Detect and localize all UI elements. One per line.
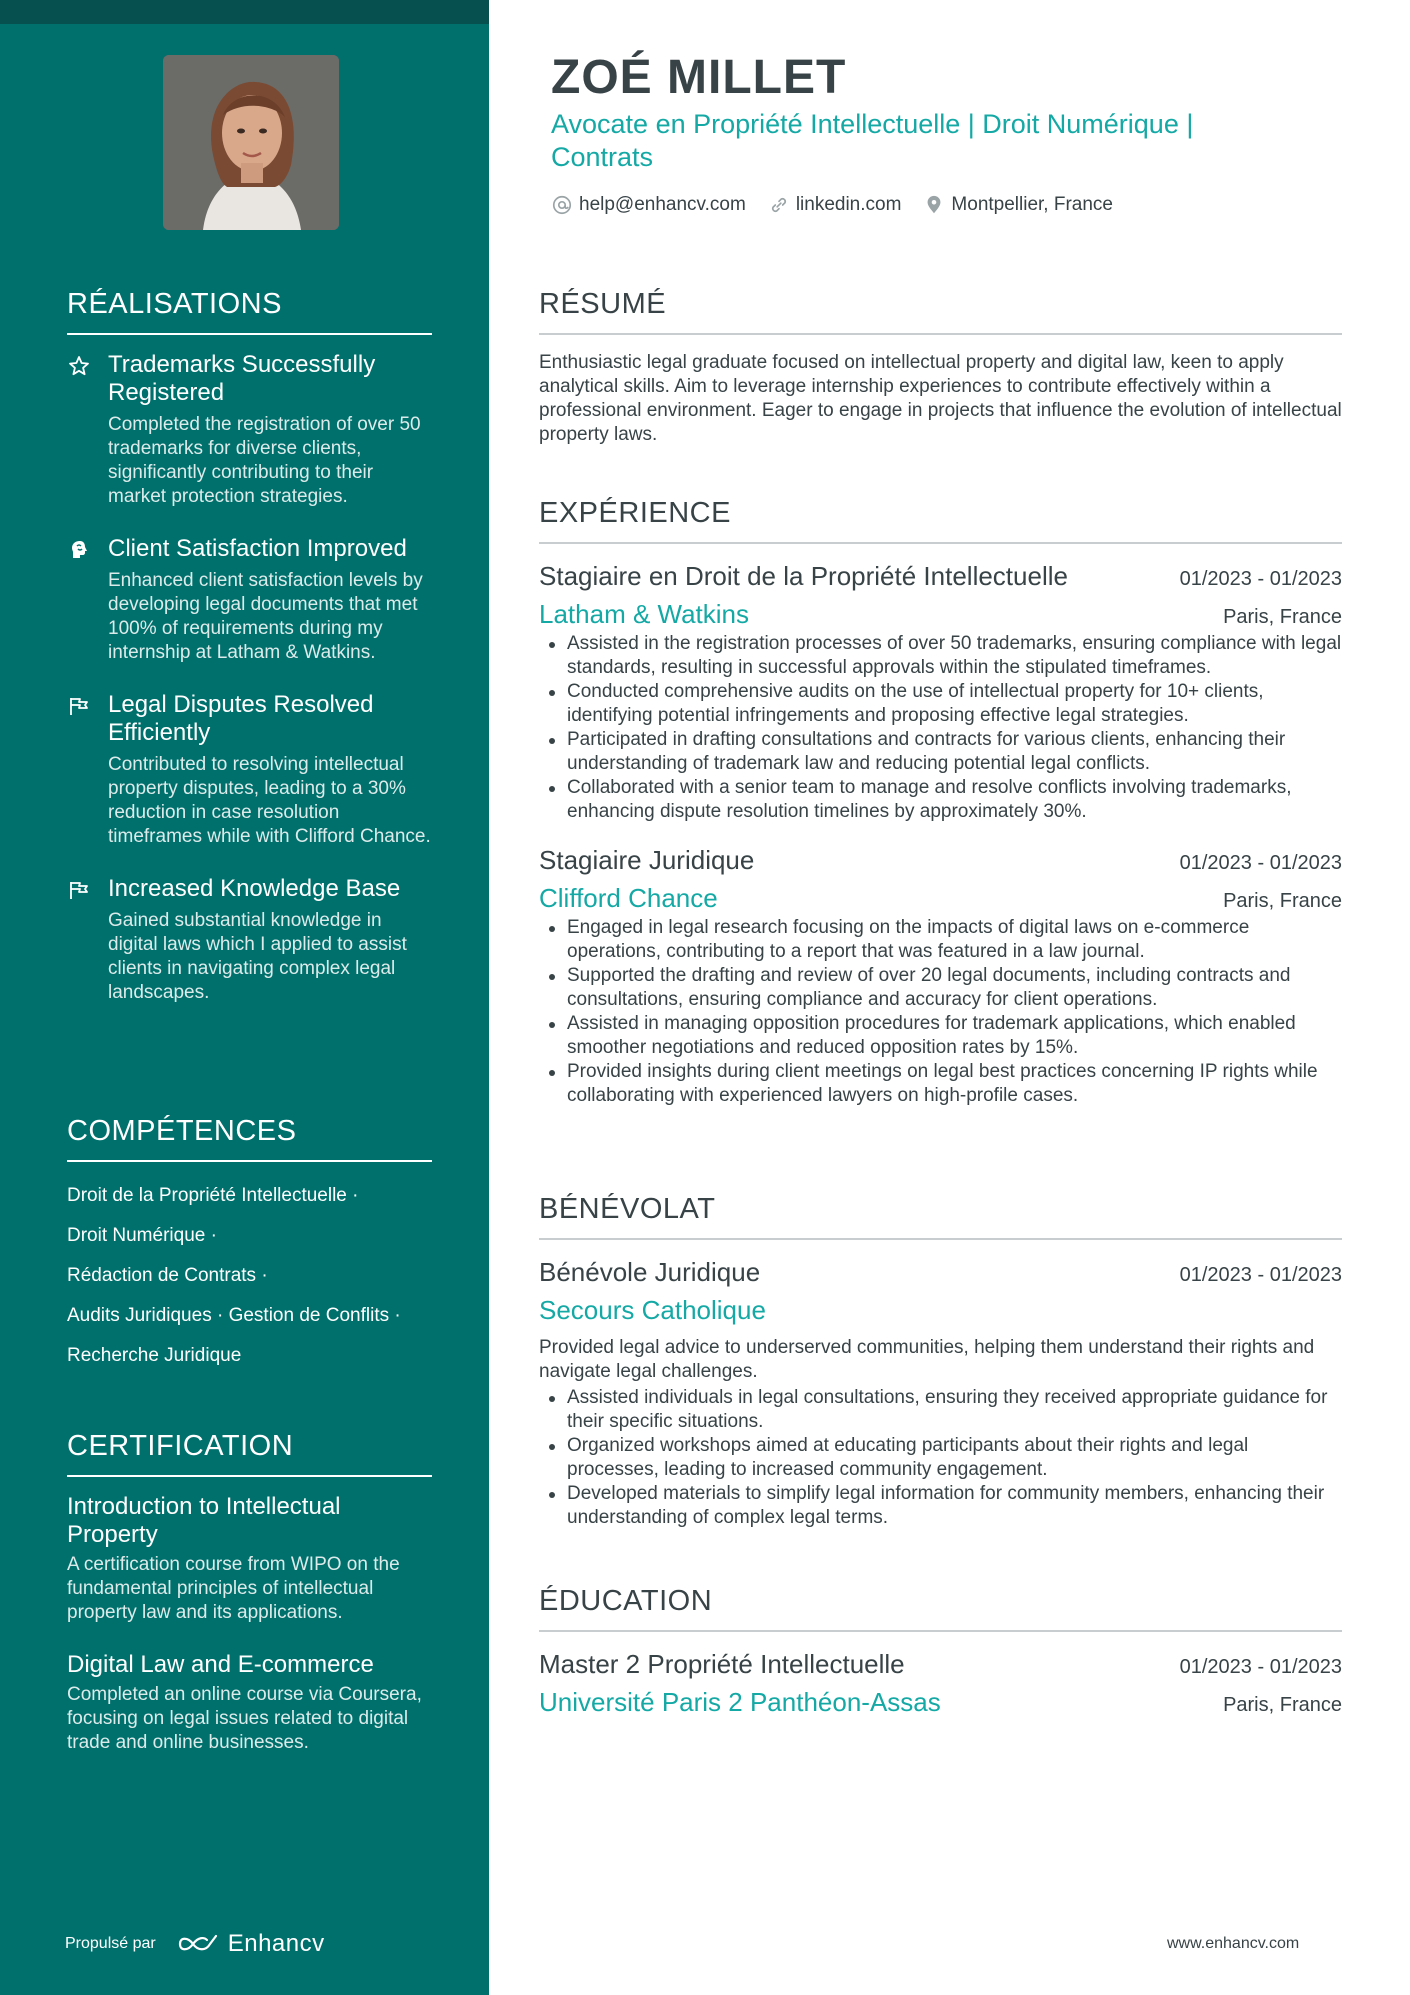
summary-text: Enthusiastic legal graduate focused on intellectual property and digital law, keen to apply analytical skills. Aim to leverage internship experiences to contribute effectively within a professional environment. Eager to engage in projects that influence the evolution of intellectual property laws. xyxy=(539,352,1342,445)
achievement-desc: Contributed to resolving intellectual property disputes, leading to a 30% reduction in case resolution timeframes while with Clifford Chance. xyxy=(108,754,431,847)
job-role: Stagiaire Juridique xyxy=(539,845,755,875)
achievement-desc: Gained substantial knowledge in digital laws which I applied to assist clients in navigating complex legal landscapes. xyxy=(108,910,407,1003)
achievement-item xyxy=(67,535,432,665)
achievement-title: Trademarks Successfully Registered xyxy=(108,351,376,406)
achievements-section xyxy=(67,288,432,1031)
star-icon xyxy=(67,354,91,378)
education-location: Paris, France xyxy=(1223,1694,1342,1716)
contact-email[interactable] xyxy=(551,194,746,216)
bullet-item: Collaborated with a senior team to manage and resolve conflicts involving trademarks, enhancing dispute resolution timelines by approximately 30%. xyxy=(539,776,1342,824)
location-text: Montpellier, France xyxy=(951,194,1113,215)
sidebar xyxy=(0,0,489,1995)
location-pin-icon xyxy=(923,194,945,216)
bullet-item: Engaged in legal research focusing on the impacts of digital laws on e-commerce operations, contributing to a report that was featured in a law journal. xyxy=(539,916,1342,964)
job-entry xyxy=(539,844,1342,1108)
certification-item xyxy=(67,1651,432,1755)
job-company: Clifford Chance xyxy=(539,883,718,913)
volunteer-role: Bénévole Juridique xyxy=(539,1257,761,1287)
contact-linkedin[interactable] xyxy=(768,194,902,216)
job-entry xyxy=(539,560,1342,824)
job-date: 01/2023 - 01/2023 xyxy=(1179,852,1342,874)
flag-icon xyxy=(67,694,91,718)
volunteer-bullets xyxy=(539,1386,1342,1530)
achievement-desc: Completed the registration of over 50 trademarks for diverse clients, significantly contributing to their market protection strategies. xyxy=(108,414,421,507)
job-bullets xyxy=(539,916,1342,1108)
skill-row: Droit de la Propriété Intellectuelle · xyxy=(67,1185,359,1206)
bullet-item: Organized workshops aimed at educating participants about their rights and legal processes, leading to increased community engagement. xyxy=(539,1434,1342,1482)
bullet-item: Assisted in the registration processes of over 50 trademarks, ensuring compliance with legal standards, resulting in successful approvals within the stipulated timeframes. xyxy=(539,632,1342,680)
bullet-item: Assisted individuals in legal consultations, ensuring they received appropriate guidance for their specific situations. xyxy=(539,1386,1342,1434)
brand-logo[interactable] xyxy=(176,1930,325,1958)
profile-photo xyxy=(163,55,339,230)
certification-name: Introduction to Intellectual Property xyxy=(67,1493,341,1548)
bullet-item: Participated in drafting consultations and contracts for various clients, enhancing their understanding of trademark law and reducing potential legal conflicts. xyxy=(539,728,1342,776)
education-section xyxy=(539,1585,1342,1738)
certification-desc: Completed an online course via Coursera, focusing on legal issues related to digital trade and online businesses. xyxy=(67,1684,422,1753)
job-bullets xyxy=(539,632,1342,824)
achievement-title: Increased Knowledge Base xyxy=(108,875,401,902)
achievement-title: Client Satisfaction Improved xyxy=(108,535,407,562)
certification-name: Digital Law and E-commerce xyxy=(67,1651,374,1678)
summary-section xyxy=(539,288,1342,447)
bullet-item: Assisted in managing opposition procedures for trademark applications, which enabled smoother negotiations and reduced opposition rates by 15%. xyxy=(539,1012,1342,1060)
link-icon xyxy=(768,194,790,216)
candidate-name: ZOÉ MILLET xyxy=(551,51,847,104)
volunteer-org: Secours Catholique xyxy=(539,1295,766,1325)
achievement-title: Legal Disputes Resolved Efficiently xyxy=(108,691,374,746)
certification-section xyxy=(67,1430,432,1781)
powered-by xyxy=(65,1930,325,1958)
job-location: Paris, France xyxy=(1223,606,1342,628)
skill-row: Rédaction de Contrats · xyxy=(67,1265,268,1286)
education-entry xyxy=(539,1648,1342,1718)
job-date: 01/2023 - 01/2023 xyxy=(1179,568,1342,590)
email-text: help@enhancv.com xyxy=(579,194,746,215)
contact-bar xyxy=(551,194,1135,216)
experience-section xyxy=(539,497,1342,1128)
candidate-headline: Avocate en Propriété Intellectuelle | Droit Numérique | Contrats xyxy=(551,109,1194,172)
certification-desc: A certification course from WIPO on the fundamental principles of intellectual property law and its applications. xyxy=(67,1554,400,1623)
achievement-desc: Enhanced client satisfaction levels by developing legal documents that met 100% of requirements during my internship at Latham & Watkins. xyxy=(108,570,423,663)
bullet-item: Supported the drafting and review of over 20 legal documents, including contracts and consultations, ensuring compliance and accuracy for client operations. xyxy=(539,964,1342,1012)
education-date: 01/2023 - 01/2023 xyxy=(1179,1656,1342,1678)
certification-title: CERTIFICATION xyxy=(67,1430,432,1477)
volunteer-desc: Provided legal advice to underserved communities, helping them understand their rights and navigate legal challenges. xyxy=(539,1337,1315,1382)
flag-icon xyxy=(67,878,91,902)
bullet-item: Conducted comprehensive audits on the use of intellectual property for 10+ clients, identifying potential infringements and proposing effective legal strategies. xyxy=(539,680,1342,728)
achievements-title: RÉALISATIONS xyxy=(67,288,432,335)
at-icon xyxy=(551,194,573,216)
linkedin-text: linkedin.com xyxy=(795,194,902,215)
education-degree: Master 2 Propriété Intellectuelle xyxy=(539,1649,905,1679)
achievement-item xyxy=(67,691,432,849)
infinity-icon xyxy=(176,1932,220,1956)
sidebar-top-band xyxy=(0,0,489,24)
bullet-item: Provided insights during client meetings on legal best practices concerning IP rights while collaborating with experienced lawyers on high-profile cases. xyxy=(539,1060,1342,1108)
volunteer-date: 01/2023 - 01/2023 xyxy=(1179,1264,1342,1286)
achievement-item xyxy=(67,875,432,1005)
achievement-item xyxy=(67,351,432,509)
skills-section xyxy=(67,1115,432,1384)
skill-row: Recherche Juridique xyxy=(67,1345,242,1366)
portrait-image xyxy=(163,55,339,230)
certification-item xyxy=(67,1493,432,1625)
job-role: Stagiaire en Droit de la Propriété Intellectuelle xyxy=(539,561,1068,591)
skill-row: Droit Numérique · xyxy=(67,1225,217,1246)
contact-location xyxy=(923,194,1113,216)
powered-by-label: Propulsé par xyxy=(65,1935,156,1952)
brand-name: Enhancv xyxy=(227,1930,325,1957)
job-company: Latham & Watkins xyxy=(539,599,750,629)
experience-title: EXPÉRIENCE xyxy=(539,497,1342,544)
bullet-item: Developed materials to simplify legal information for community members, enhancing their understanding of complex legal terms. xyxy=(539,1482,1342,1530)
education-school: Université Paris 2 Panthéon-Assas xyxy=(539,1687,941,1717)
volunteer-title: BÉNÉVOLAT xyxy=(539,1193,1342,1240)
education-title: ÉDUCATION xyxy=(539,1585,1342,1632)
footer-website[interactable]: www.enhancv.com xyxy=(1167,1935,1300,1952)
volunteer-entry xyxy=(539,1256,1342,1530)
brain-icon xyxy=(67,538,91,562)
volunteer-section xyxy=(539,1193,1342,1550)
summary-title: RÉSUMÉ xyxy=(539,288,1342,335)
skill-row: Audits Juridiques · Gestion de Conflits · xyxy=(67,1305,401,1326)
skills-title: COMPÉTENCES xyxy=(67,1115,432,1162)
job-location: Paris, France xyxy=(1223,890,1342,912)
